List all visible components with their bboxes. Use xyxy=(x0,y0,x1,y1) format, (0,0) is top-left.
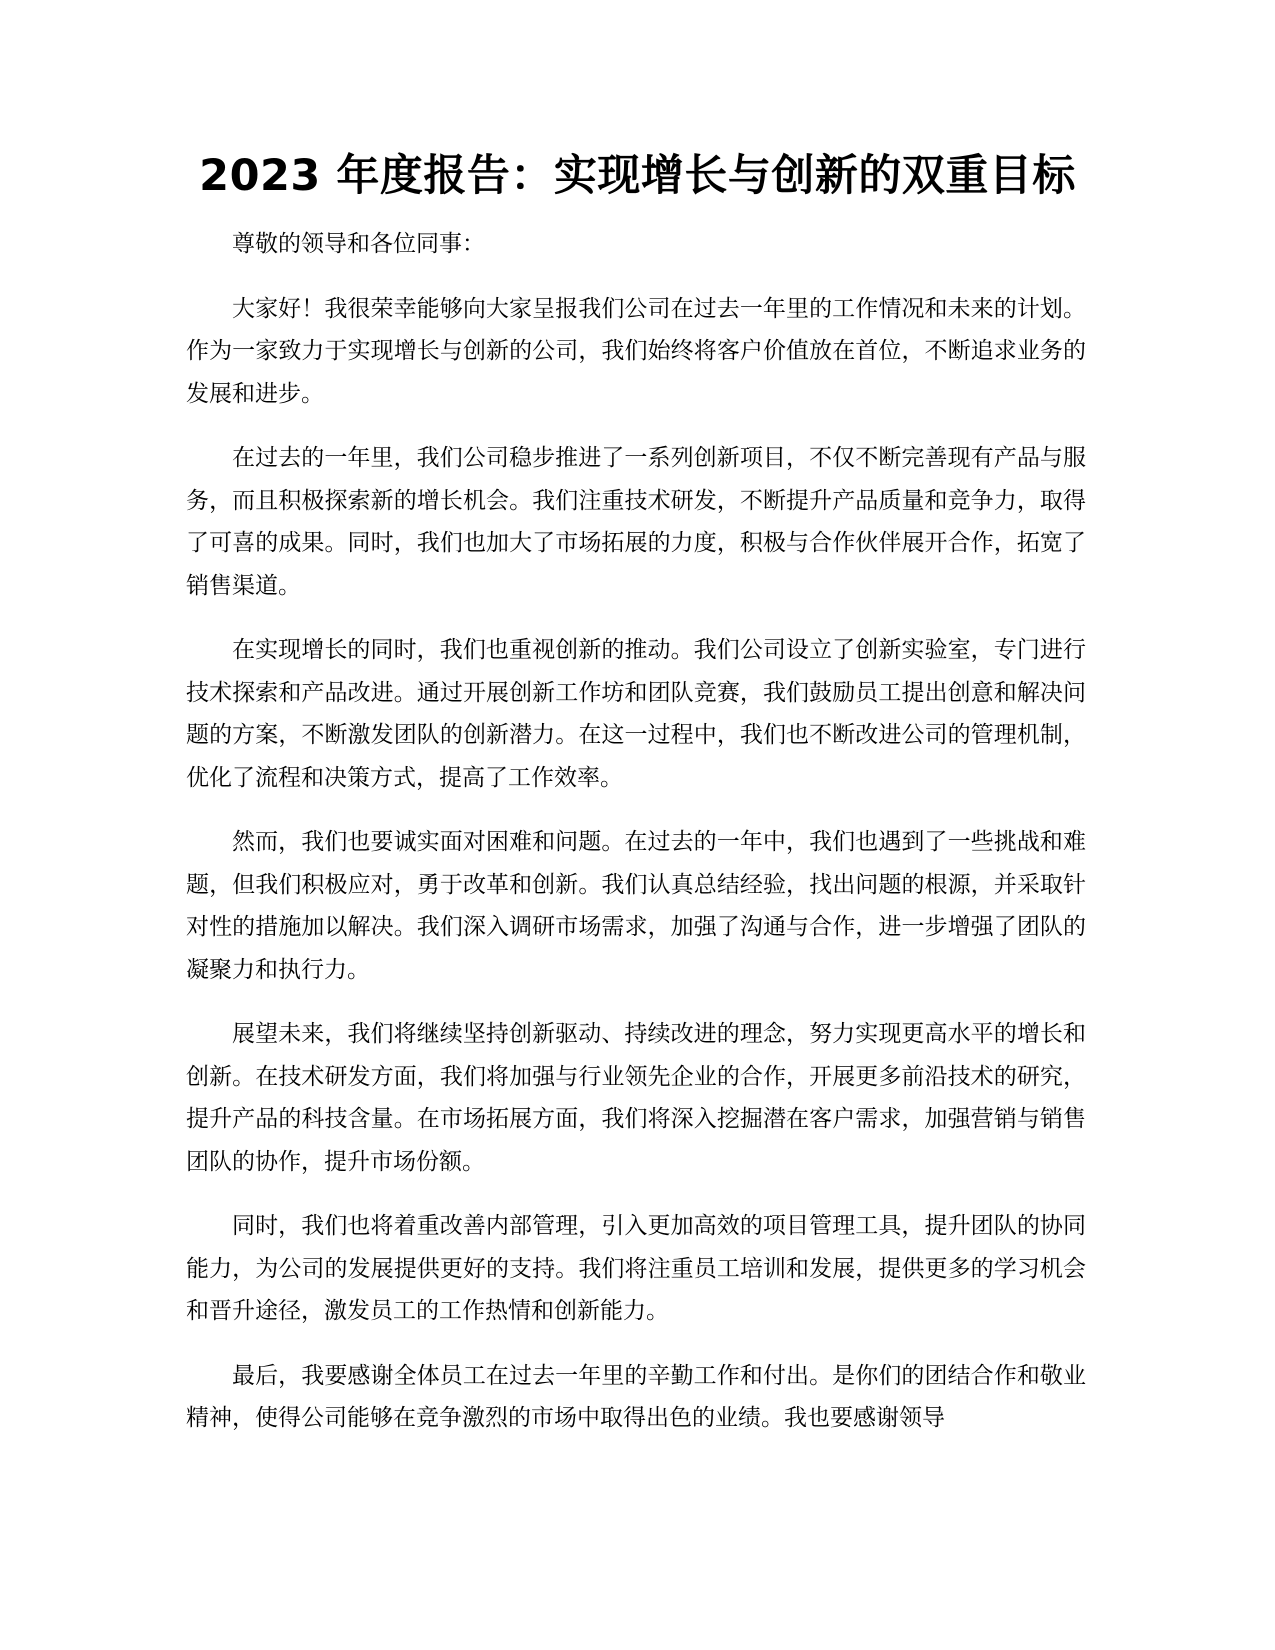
paragraph-7: 最后，我要感谢全体员工在过去一年里的辛勤工作和付出。是你们的团结合作和敬业精神，使得公司能够在竞争激烈的市场中取得出色的业绩。我也要感谢领导 xyxy=(186,1362,1086,1431)
paragraph-4: 然而，我们也要诚实面对困难和问题。在过去的一年中，我们也遇到了一些挑战和难题，但我们积极应对，勇于改革和创新。我们认真总结经验，找出问题的根源，并采取针对性的措施加以解决。我们深入调研市场需求，加强了沟通与合作，进一步增强了团队的凝聚力和执行力。 xyxy=(186,829,1086,983)
paragraph-6: 同时，我们也将着重改善内部管理，引入更加高效的项目管理工具，提升团队的协同能力，为公司的发展提供更好的支持。我们将注重员工培训和发展，提供更多的学习机会和晋升途径，激发员工的工作热情和创新能力。 xyxy=(186,1213,1086,1324)
salutation: 尊敬的领导和各位同事： xyxy=(232,231,485,257)
document-body xyxy=(186,223,1086,1462)
paragraph-2: 在过去的一年里，我们公司稳步推进了一系列创新项目，不仅不断完善现有产品与服务，而且积极探索新的增长机会。我们注重技术研发，不断提升产品质量和竞争力，取得了可喜的成果。同时，我们也加大了市场拓展的力度，积极与合作伙伴展开合作，拓宽了销售渠道。 xyxy=(186,445,1086,599)
paragraph-3: 在实现增长的同时，我们也重视创新的推动。我们公司设立了创新实验室，专门进行技术探索和产品改进。通过开展创新工作坊和团队竞赛，我们鼓励员工提出创意和解决问题的方案，不断激发团队的创新潜力。在这一过程中，我们也不断改进公司的管理机制，优化了流程和决策方式，提高了工作效率。 xyxy=(186,637,1086,791)
paragraph-1: 大家好！我很荣幸能够向大家呈报我们公司在过去一年里的工作情况和未来的计划。作为一家致力于实现增长与创新的公司，我们始终将客户价值放在首位，不断追求业务的发展和进步。 xyxy=(186,295,1086,407)
paragraph-5: 展望未来，我们将继续坚持创新驱动、持续改进的理念，努力实现更高水平的增长和创新。在技术研发方面，我们将加强与行业领先企业的合作，开展更多前沿技术的研究，提升产品的科技含量。在市场拓展方面，我们将深入挖掘潜在客户需求，加强营销与销售团队的协作，提升市场份额。 xyxy=(186,1021,1086,1175)
document-title: 2023 年度报告：实现增长与创新的双重目标 xyxy=(199,151,1076,201)
